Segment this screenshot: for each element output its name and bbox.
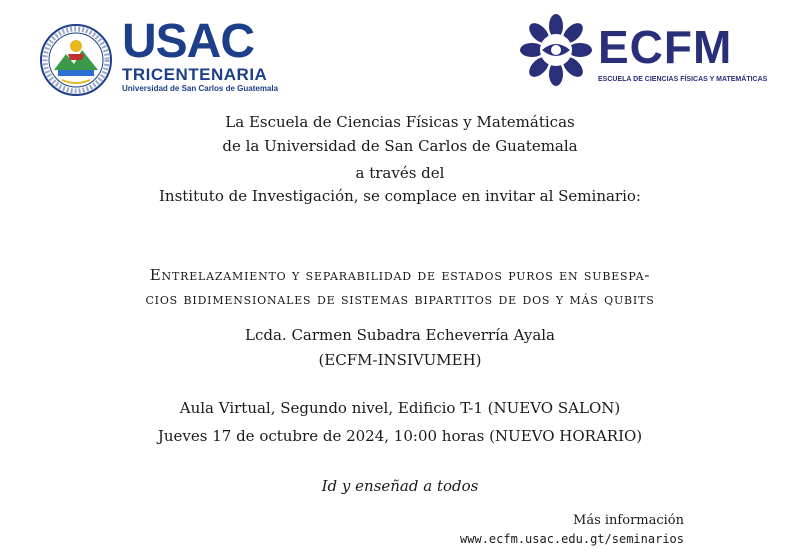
- seminar-title-line-2: cios bidimensionales de sistemas bipartitos de dos y más qubits: [145, 290, 655, 308]
- seminar-location: Aula Virtual, Segundo nivel, Edificio T-1 (NUEVO SALON): [179, 399, 621, 417]
- invitation-line-2: de la Universidad de San Carlos de Guatemala: [222, 137, 578, 155]
- speaker-affiliation: (ECFM-INSIVUMEH): [318, 351, 482, 369]
- ecfm-logo: [518, 12, 768, 92]
- seminar-title-line-1: Entrelazamiento y separabilidad de estados puros en subespa-: [149, 266, 651, 284]
- ecfm-wordmark: ECFM: [598, 21, 733, 73]
- usac-wordmark: USAC: [122, 15, 255, 68]
- more-info-link[interactable]: www.ecfm.usac.edu.gt/seminarios: [460, 532, 684, 546]
- more-info-label: Más información: [573, 513, 684, 528]
- invitation-line-1: La Escuela de Ciencias Físicas y Matemáticas: [225, 113, 575, 131]
- invitation-line-3: a través del: [355, 164, 445, 182]
- usac-seal-icon: [40, 24, 112, 96]
- usac-logo: [40, 15, 280, 102]
- motto: Id y enseñad a todos: [321, 477, 479, 495]
- usac-tricentenaria: TRICENTENARIA: [122, 65, 268, 84]
- ecfm-tagline: ESCUELA DE CIENCIAS FÍSICAS Y MATEMÁTICAS: [598, 76, 768, 83]
- usac-tagline: Universidad de San Carlos de Guatemala: [122, 84, 279, 93]
- speaker-name: Lcda. Carmen Subadra Echeverría Ayala: [245, 326, 555, 344]
- invitation-line-4: Instituto de Investigación, se complace en invitar al Seminario:: [159, 187, 641, 205]
- seminar-datetime: Jueves 17 de octubre de 2024, 10:00 horas (NUEVO HORARIO): [157, 427, 643, 445]
- ecfm-emblem-icon: [518, 12, 594, 88]
